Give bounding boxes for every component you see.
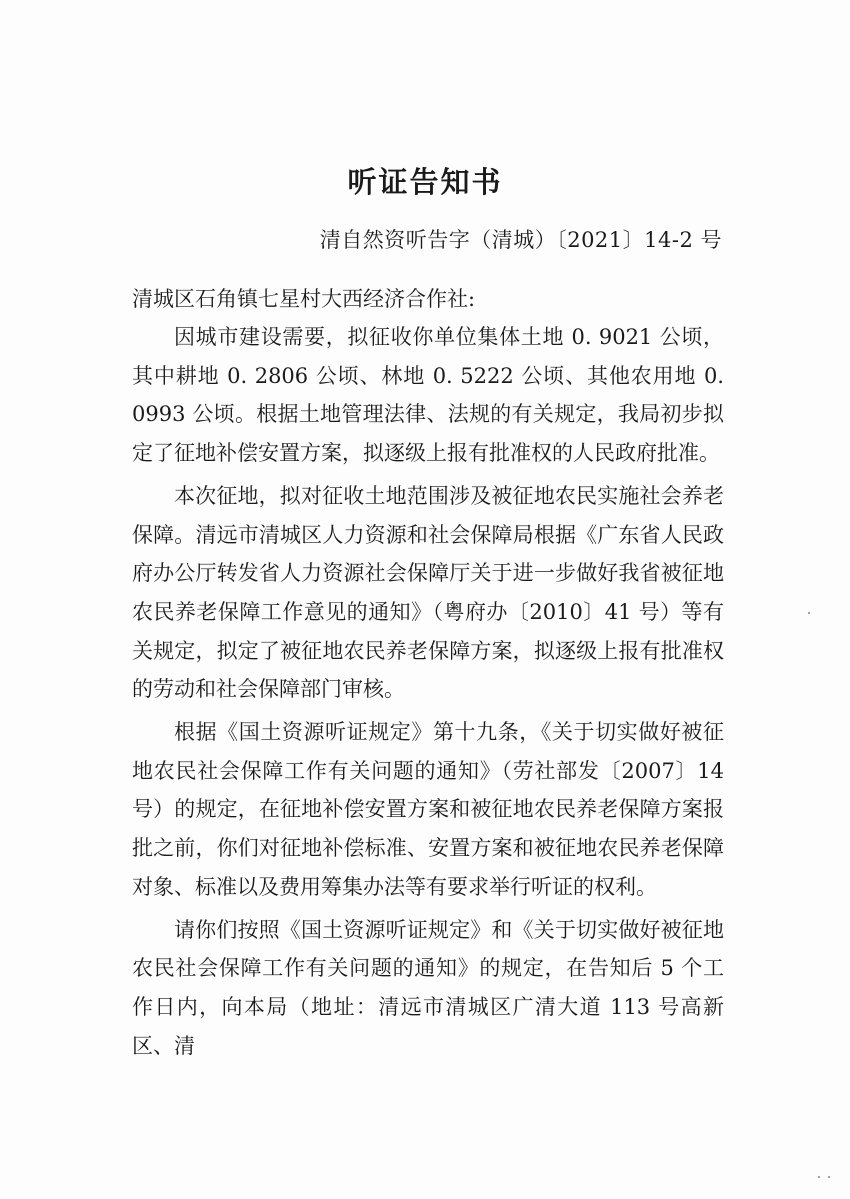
document-title: 听证告知书: [347, 165, 503, 199]
paragraph-pension-security: 本次征地，拟对征收土地范围涉及被征地农民实施社会养老保障。清远市清城区人力资源和社会保障局根据《广东省人民政府办公厅转发省人力资源社会保障厅关于进一步做好我省被征地农民养老保障工作意见的通知》（粤府办〔2010〕41 号）等有关规定，拟定了被征地农民养老保障方案，拟逐级上报有批准权的劳动和社会保障部门审核。: [132, 483, 724, 702]
addressee: 清城区石角镇七星村大西经济合作社:: [132, 287, 476, 311]
document-body: [132, 318, 724, 1065]
scan-speck: [818, 1176, 820, 1178]
paragraph-hearing-request: 请你们按照《国土资源听证规定》和《关于切实做好被征地农民社会保障工作有关问题的通知》的规定，在告知后 5 个工作日内，向本局（地址：清远市清城区广清大道 113 号高新区、清: [132, 917, 724, 1058]
paragraph-hearing-rights: 根据《国土资源听证规定》第十九条，《关于切实做好被征地农民社会保障工作有关问题的通知》（劳社部发〔2007〕14 号）的规定，在征地补偿安置方案和被征地农民养老保障方案报批之前，你们对征地补偿标准、安置方案和被征地农民养老保障对象、标准以及费用筹集办法等有要求举行听证的权利。: [132, 720, 724, 899]
scan-speck: [828, 1176, 830, 1178]
document-number: 清自然资听告字（清城）〔2021〕14-2 号: [319, 228, 722, 252]
scan-speck: [808, 612, 810, 614]
paragraph-land-acquisition: 因城市建设需要，拟征收你单位集体土地 0. 9021 公顷，其中耕地 0. 2806 公顷、林地 0. 5222 公顷、其他农用地 0. 0993 公顷。根据土地管理法律、法规的有关规定，我局初步拟定了征地补偿安置方案，拟逐级上报有批准权的人民政府批准。: [132, 325, 724, 466]
